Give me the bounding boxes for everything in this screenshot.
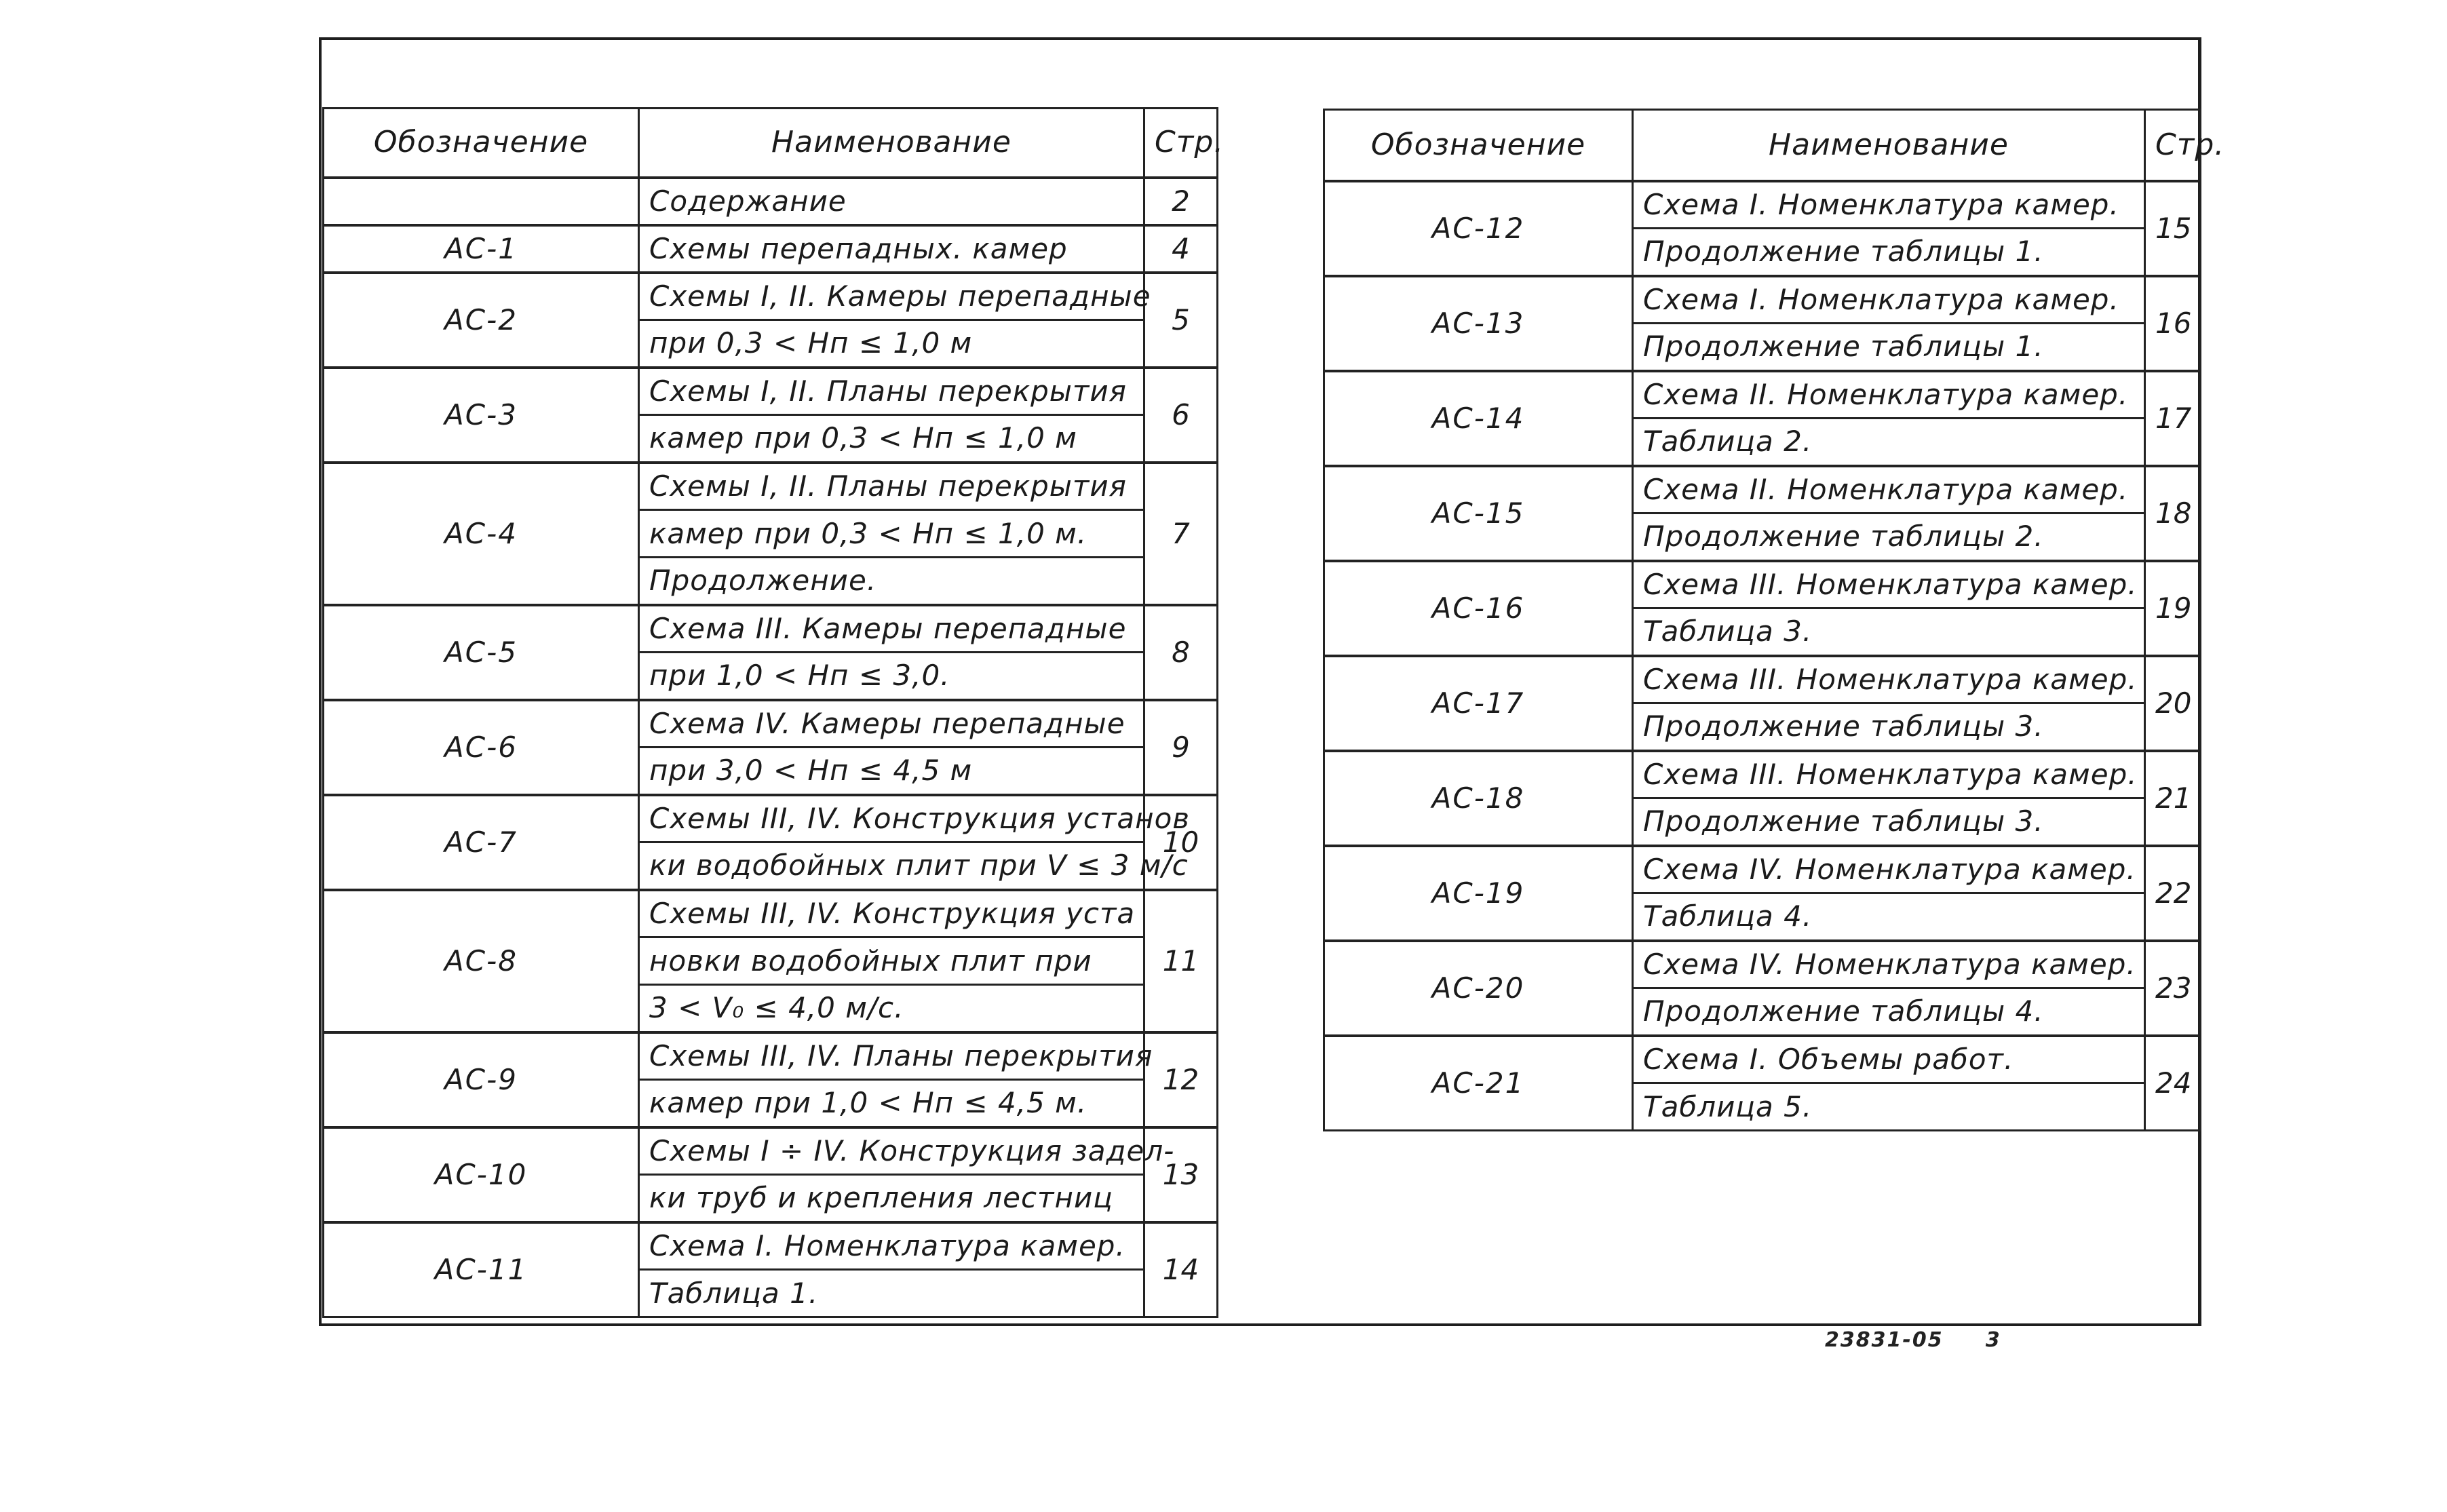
entry-page: 15 <box>2145 181 2201 276</box>
entry-title-line: Продолжение. <box>639 558 1144 605</box>
table-row <box>1324 466 2201 513</box>
entry-code: АС-8 <box>324 890 639 1032</box>
entry-title-line: Продолжение таблицы 1. <box>1633 229 2145 276</box>
entry-title-line: Схема I. Номенклатура камер. <box>1633 276 2145 324</box>
entry-title-line: Схема IV. Номенклатура камер. <box>1633 846 2145 893</box>
entry-title-line: Схемы I, II. Планы перекрытия <box>639 368 1144 415</box>
entry-title-line: ки труб и крепления лестниц <box>639 1175 1144 1222</box>
entry-code: АС-16 <box>1324 561 1633 656</box>
entry-code: АС-4 <box>324 463 639 605</box>
table-row <box>1324 656 2201 703</box>
entry-code: АС-1 <box>324 225 639 273</box>
table-row <box>324 178 1218 225</box>
table-row <box>1324 751 2201 798</box>
entry-code: АС-6 <box>324 700 639 795</box>
entry-page: 16 <box>2145 276 2201 371</box>
entry-title-line: Таблица 5. <box>1633 1083 2145 1131</box>
table-row <box>1324 941 2201 988</box>
entry-code: АС-20 <box>1324 941 1633 1036</box>
contents-left-body <box>324 178 1218 1317</box>
table-row <box>324 795 1218 842</box>
entry-page: 23 <box>2145 941 2201 1036</box>
entry-title-line: Продолжение таблицы 3. <box>1633 703 2145 751</box>
entry-page: 18 <box>2145 466 2201 561</box>
entry-title-line: Схема III. Камеры перепадные <box>639 605 1144 653</box>
entry-title-line: Схемы I ÷ IV. Конструкция задел- <box>639 1127 1144 1175</box>
entry-page: 7 <box>1144 463 1218 605</box>
entry-code: АС-10 <box>324 1127 639 1222</box>
entry-page: 14 <box>1144 1222 1218 1317</box>
entry-page: 8 <box>1144 605 1218 700</box>
entry-code: АС-7 <box>324 795 639 890</box>
entry-page: 21 <box>2145 751 2201 846</box>
table-row <box>324 1032 1218 1080</box>
table-row <box>324 273 1218 320</box>
entry-page: 24 <box>2145 1036 2201 1131</box>
entry-title-line: Схема IV. Камеры перепадные <box>639 700 1144 748</box>
entry-page: 22 <box>2145 846 2201 941</box>
entry-page: 4 <box>1144 225 1218 273</box>
table-row <box>324 605 1218 653</box>
entry-code: АС-2 <box>324 273 639 368</box>
table-row <box>324 225 1218 273</box>
table-row <box>1324 371 2201 419</box>
entry-title-line: Схемы III, IV. Конструкция уста <box>639 890 1144 937</box>
table-row <box>324 700 1218 748</box>
entry-code: АС-11 <box>324 1222 639 1317</box>
entry-code <box>324 178 639 225</box>
drawing-number: 23831-05 <box>1825 1328 1944 1352</box>
entry-code: АС-17 <box>1324 656 1633 751</box>
entry-title-line: Таблица 3. <box>1633 608 2145 656</box>
entry-title-line: Схема IV. Номенклатура камер. <box>1633 941 2145 988</box>
table-row <box>1324 846 2201 893</box>
entry-title-line: Схема I. Объемы работ. <box>1633 1036 2145 1083</box>
entry-title-line: камер при 1,0 < Нп ≤ 4,5 м. <box>639 1080 1144 1127</box>
entry-code: АС-21 <box>1324 1036 1633 1131</box>
entry-title-line: Продолжение таблицы 4. <box>1633 988 2145 1036</box>
entry-code: АС-14 <box>1324 371 1633 466</box>
contents-right-body <box>1324 181 2201 1131</box>
entry-title-line: Продолжение таблицы 1. <box>1633 324 2145 371</box>
entry-title-line: Схемы I, II. Планы перекрытия <box>639 463 1144 510</box>
header-name: Наименование <box>1633 110 2145 181</box>
header-code: Обозначение <box>324 109 639 178</box>
entry-title-line: Схема II. Номенклатура камер. <box>1633 466 2145 513</box>
entry-code: АС-18 <box>1324 751 1633 846</box>
table-row <box>324 890 1218 937</box>
entry-title-line: Продолжение таблицы 3. <box>1633 798 2145 846</box>
entry-title-line: при 0,3 < Нп ≤ 1,0 м <box>639 320 1144 368</box>
entry-title-line: Таблица 4. <box>1633 893 2145 941</box>
entry-page: 6 <box>1144 368 1218 463</box>
entry-page: 12 <box>1144 1032 1218 1127</box>
entry-page: 11 <box>1144 890 1218 1032</box>
entry-title-line: новки водобойных плит при <box>639 937 1144 985</box>
entry-title-line: Продолжение таблицы 2. <box>1633 513 2145 561</box>
entry-title-line: Схема III. Номенклатура камер. <box>1633 656 2145 703</box>
table-row <box>1324 1036 2201 1083</box>
entry-title-line: камер при 0,3 < Нп ≤ 1,0 м. <box>639 510 1144 558</box>
entry-title-line: при 3,0 < Нп ≤ 4,5 м <box>639 748 1144 795</box>
entry-page: 20 <box>2145 656 2201 751</box>
contents-table-left <box>322 107 1225 1318</box>
entry-page: 10 <box>1144 795 1218 890</box>
table-row <box>1324 276 2201 324</box>
entry-title-line: Схемы III, IV. Планы перекрытия <box>639 1032 1144 1080</box>
table-row <box>324 368 1218 415</box>
contents-table-right <box>1323 109 2225 1131</box>
table-row <box>1324 181 2201 229</box>
header-page: Стр. <box>1144 109 1218 178</box>
entry-title-line: Схема III. Номенклатура камер. <box>1633 561 2145 608</box>
table-row <box>324 1127 1218 1175</box>
entry-page: 9 <box>1144 700 1218 795</box>
drawing-stamp <box>1825 1328 2001 1352</box>
table-row <box>324 1222 1218 1270</box>
entry-title-line: при 1,0 < Нп ≤ 3,0. <box>639 653 1144 700</box>
entry-code: АС-3 <box>324 368 639 463</box>
entry-title-line: Схемы I, II. Камеры перепадные <box>639 273 1144 320</box>
header-name: Наименование <box>639 109 1144 178</box>
entry-title-line: Схема I. Номенклатура камер. <box>639 1222 1144 1270</box>
entry-title-line: 3 < V₀ ≤ 4,0 м/с. <box>639 985 1144 1032</box>
entry-title-line: камер при 0,3 < Нп ≤ 1,0 м <box>639 415 1144 463</box>
header-page: Стр. <box>2145 110 2201 181</box>
entry-code: АС-12 <box>1324 181 1633 276</box>
entry-page: 17 <box>2145 371 2201 466</box>
entry-code: АС-9 <box>324 1032 639 1127</box>
entry-page: 5 <box>1144 273 1218 368</box>
entry-page: 2 <box>1144 178 1218 225</box>
header-code: Обозначение <box>1324 110 1633 181</box>
entry-code: АС-13 <box>1324 276 1633 371</box>
entry-title-line: Схема I. Номенклатура камер. <box>1633 181 2145 229</box>
entry-page: 19 <box>2145 561 2201 656</box>
entry-title-line: Схема III. Номенклатура камер. <box>1633 751 2145 798</box>
entry-code: АС-15 <box>1324 466 1633 561</box>
sheet-number: 3 <box>1985 1328 2001 1352</box>
entry-title-line: ки водобойных плит при V ≤ 3 м/с <box>639 842 1144 890</box>
entry-code: АС-19 <box>1324 846 1633 941</box>
entry-title-line: Схема II. Номенклатура камер. <box>1633 371 2145 419</box>
table-row <box>324 463 1218 510</box>
entry-title-line: Содержание <box>639 178 1144 225</box>
entry-page: 13 <box>1144 1127 1218 1222</box>
entry-title-line: Схемы перепадных. камер <box>639 225 1144 273</box>
entry-title-line: Таблица 1. <box>639 1270 1144 1317</box>
entry-code: АС-5 <box>324 605 639 700</box>
table-row <box>1324 561 2201 608</box>
entry-title-line: Таблица 2. <box>1633 419 2145 466</box>
entry-title-line: Схемы III, IV. Конструкция установ <box>639 795 1144 842</box>
